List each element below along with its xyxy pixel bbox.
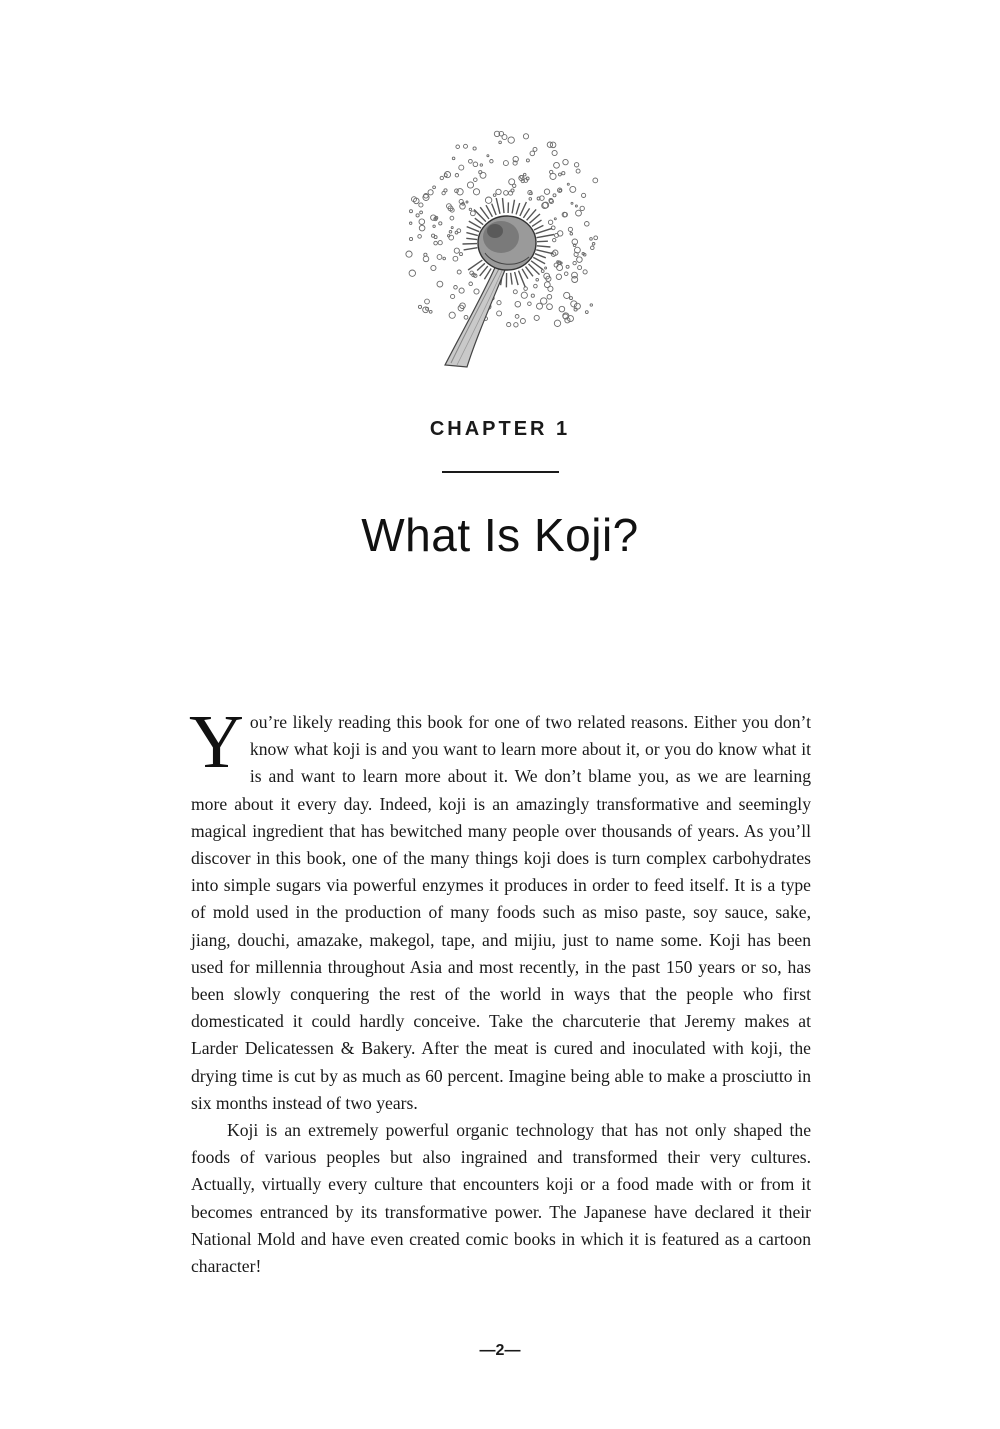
paragraph-1 xyxy=(189,700,811,1117)
chapter-title: What Is Koji? xyxy=(361,509,639,561)
koji-mold-illustration-icon xyxy=(405,125,600,375)
paragraph-1-text: ou’re likely reading this book for one of two related reasons. Either you don’t know what koji is and you want to learn more about it, or you do know what it is and want to learn more about it. We don’t blame you, as we are learning more about it every day. Indeed, koji is an amazingly transformative and seemingly magical ingredient that has bewitched many people over thousands of years. As you’ll discover in this book, one of the many things koji does is turn complex carbohydrates into simple sugars via powerful enzymes it produces in order to feed itself. It is a type of mold used in the production of many foods such as miso paste, soy sauce, sake, jiang, douchi, amazake, makegol, tape, and mijiu, just to name some. Koji has been used for millennia throughout Asia and most recently, in the past 150 years or so, has been slowly conquering the rest of the world in ways that the people who first domesticated it could hardly conceive. Take the charcuterie that Jeremy makes at Larder Delicatessen & Bakery. After the meat is cured and inoculated with koji, the drying time is cut by as much as 60 percent. Imagine being able to make a prosciutto in six months instead of two years. xyxy=(191,712,811,1113)
body-text xyxy=(189,700,811,1280)
chapter-divider xyxy=(442,471,559,473)
chapter-label: CHAPTER 1 xyxy=(429,418,571,440)
drop-cap: Y xyxy=(189,700,244,784)
paragraph-2: Koji is an extremely powerful organic technology that has not only shaped the foods of various peoples but also ingrained and transformed their very cultures. Actually, virtually every culture that encounters koji or a food made with or from it becomes entranced by its transformative power. The Japanese have declared it their National Mold and have even created comic books in which it is featured as a cartoon character! xyxy=(191,1120,811,1277)
page-number: —2— xyxy=(479,1342,521,1359)
